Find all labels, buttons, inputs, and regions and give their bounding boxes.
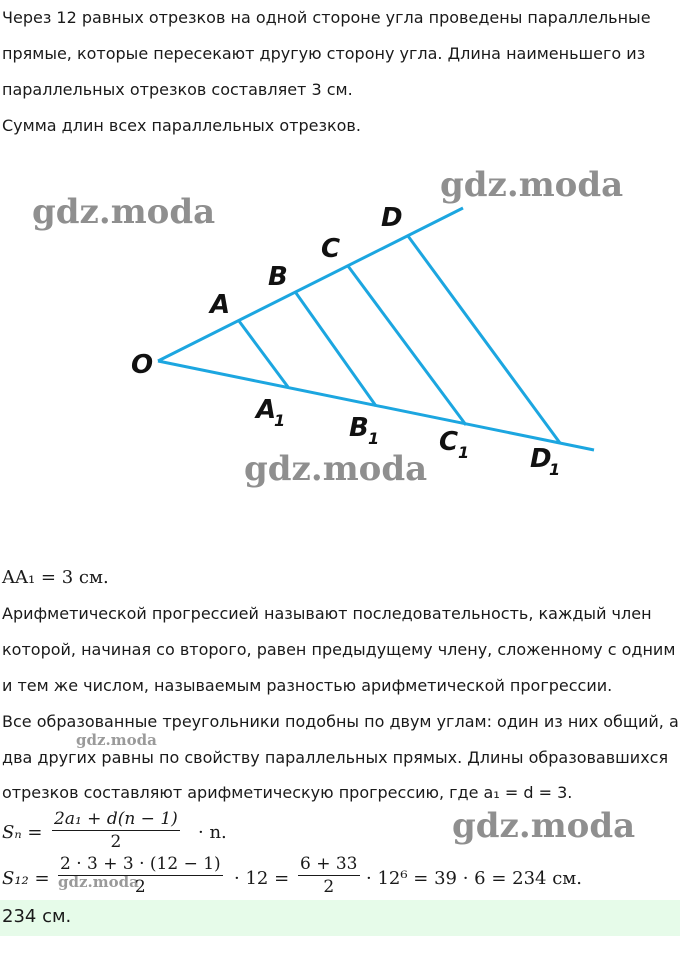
formula-s12-left: S₁₂ = xyxy=(2,868,50,889)
formula-sn-denominator: 2 xyxy=(110,832,122,852)
label-c1-sub: 1 xyxy=(458,443,470,462)
label-d1-sub: 1 xyxy=(549,460,561,479)
formula-s12-mid: · 12 = xyxy=(234,868,290,889)
watermark: gdz.moda xyxy=(244,449,428,489)
formula-s12-denominator-2: 2 xyxy=(323,877,335,897)
similarity-line-1: Все образованные треугольники подобны по двум углам: один из них общий, а xyxy=(2,712,679,731)
definition-line-1: Арифметической прогрессией называют последовательность, каждый член xyxy=(2,604,652,623)
formula-sn-numerator: 2a₁ + d(n − 1) xyxy=(54,809,178,829)
watermark: gdz.moda xyxy=(452,806,636,846)
label-b: B xyxy=(268,262,288,292)
label-b1: B xyxy=(349,413,369,443)
problem-line-3: параллельных отрезков составляет 3 см. xyxy=(2,80,353,99)
label-o: O xyxy=(131,350,154,380)
formula-s12-fraction-2 xyxy=(298,853,360,898)
label-d: D xyxy=(381,203,403,233)
formula-s12-fraction xyxy=(58,853,223,898)
problem-line-1: Через 12 равных отрезков на одной стороне угла проведены параллельные xyxy=(2,8,651,27)
formula-s12-right: · 12⁶ = 39 · 6 = 234 см. xyxy=(366,868,583,889)
segment-bb1 xyxy=(296,293,376,406)
answer-text: 234 см. xyxy=(2,906,72,927)
label-a: A xyxy=(210,290,231,320)
segment-dd1 xyxy=(408,236,560,443)
answer-box xyxy=(0,900,680,936)
label-a1: A xyxy=(256,395,277,425)
formula-s12-numerator-2: 6 + 33 xyxy=(300,854,358,874)
formula-sn-left: Sₙ = xyxy=(2,822,43,843)
label-c: C xyxy=(321,234,341,264)
formula-sn-right: · n. xyxy=(198,822,227,843)
formula-sn-fraction xyxy=(52,808,180,853)
similarity-line-2: два других равны по свойству параллельных прямых. Длины образовавшихся xyxy=(2,748,669,767)
label-b1-sub: 1 xyxy=(368,429,380,448)
segment-aa1 xyxy=(239,321,288,387)
watermark: gdz.moda xyxy=(440,165,624,205)
label-a1-sub: 1 xyxy=(274,411,286,430)
watermark: gdz.moda xyxy=(76,731,157,749)
watermark: gdz.moda xyxy=(58,873,139,891)
figure-lines xyxy=(158,208,594,450)
problem-line-2: прямые, которые пересекают другую сторону угла. Длина наименьшего из xyxy=(2,44,646,63)
label-d1: D xyxy=(530,444,552,474)
label-c1: C xyxy=(439,427,459,457)
watermark: gdz.moda xyxy=(32,192,216,232)
given-value: AA₁ = 3 см. xyxy=(2,567,109,588)
definition-line-3: и тем же числом, называемым разностью арифметической прогрессии. xyxy=(2,676,613,695)
definition-line-2: которой, начиная со второго, равен предыдущему члену, сложенному с одним xyxy=(2,640,676,659)
formula-s12-denominator: 2 xyxy=(134,877,146,897)
similarity-line-3: отрезков составляют арифметическую прогрессию, где a₁ = d = 3. xyxy=(2,783,573,802)
formula-s12-numerator: 2 · 3 + 3 · (12 − 1) xyxy=(60,854,221,874)
problem-line-4: Сумма длин всех параллельных отрезков. xyxy=(2,116,361,135)
